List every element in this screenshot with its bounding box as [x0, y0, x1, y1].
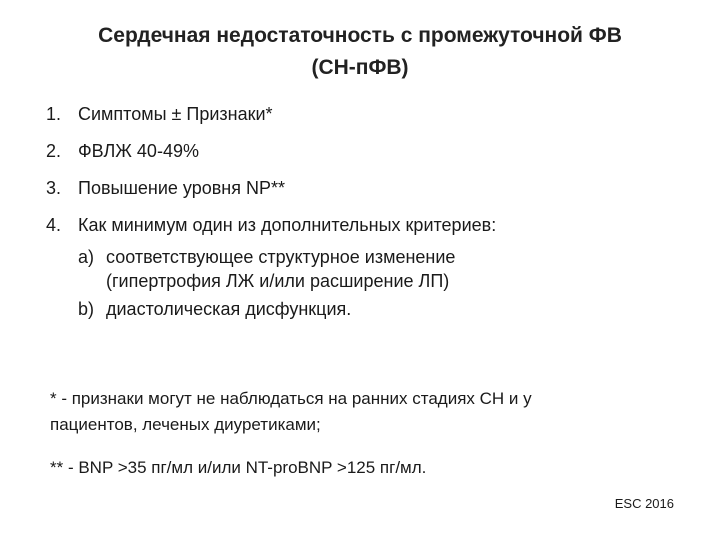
criterion-text: Как минимум один из дополнительных критериев: [78, 215, 497, 235]
criterion-number: 2. [46, 141, 62, 161]
criterion-item [46, 139, 686, 163]
sub-criterion-item [78, 297, 686, 321]
footnote-signs-line-2: пациентов, леченых диуретиками; [50, 415, 321, 434]
criteria-list [46, 102, 686, 334]
criterion-text: Симптомы ± Признаки* [78, 104, 273, 124]
sub-criterion-letter: b) [78, 299, 95, 319]
criterion-number: 4. [46, 215, 62, 235]
sub-criteria-list [78, 245, 686, 321]
criterion-text: ФВЛЖ 40-49% [78, 141, 199, 161]
criterion-text: Повышение уровня NP** [78, 178, 285, 198]
footnote-signs-line-1: * - признаки могут не наблюдаться на ранних стадиях СН и у [50, 389, 532, 408]
slide-title [40, 20, 680, 84]
sub-criterion-text: диастолическая дисфункция. [106, 299, 352, 319]
title-line-1: Сердечная недостаточность с промежуточной ФВ [98, 24, 622, 47]
criterion-item [46, 176, 686, 200]
criterion-number: 3. [46, 178, 62, 198]
footnote-np-thresholds: ** - BNP >35 пг/мл и/или NT-proBNP >125 пг/мл. [50, 458, 427, 477]
sub-criterion-text: соответствующее структурное изменение [106, 247, 456, 267]
sub-criterion-text-continued: (гипертрофия ЛЖ и/или расширение ЛП) [106, 271, 450, 291]
source-citation: ESC 2016 [614, 496, 674, 511]
title-line-2: (СН-пФВ) [311, 56, 409, 79]
criterion-item [46, 102, 686, 126]
criterion-number: 1. [46, 104, 62, 124]
sub-criterion-letter: a) [78, 247, 95, 267]
footnote-signs [50, 386, 670, 438]
criterion-item [46, 213, 686, 321]
sub-criterion-item [78, 245, 686, 293]
